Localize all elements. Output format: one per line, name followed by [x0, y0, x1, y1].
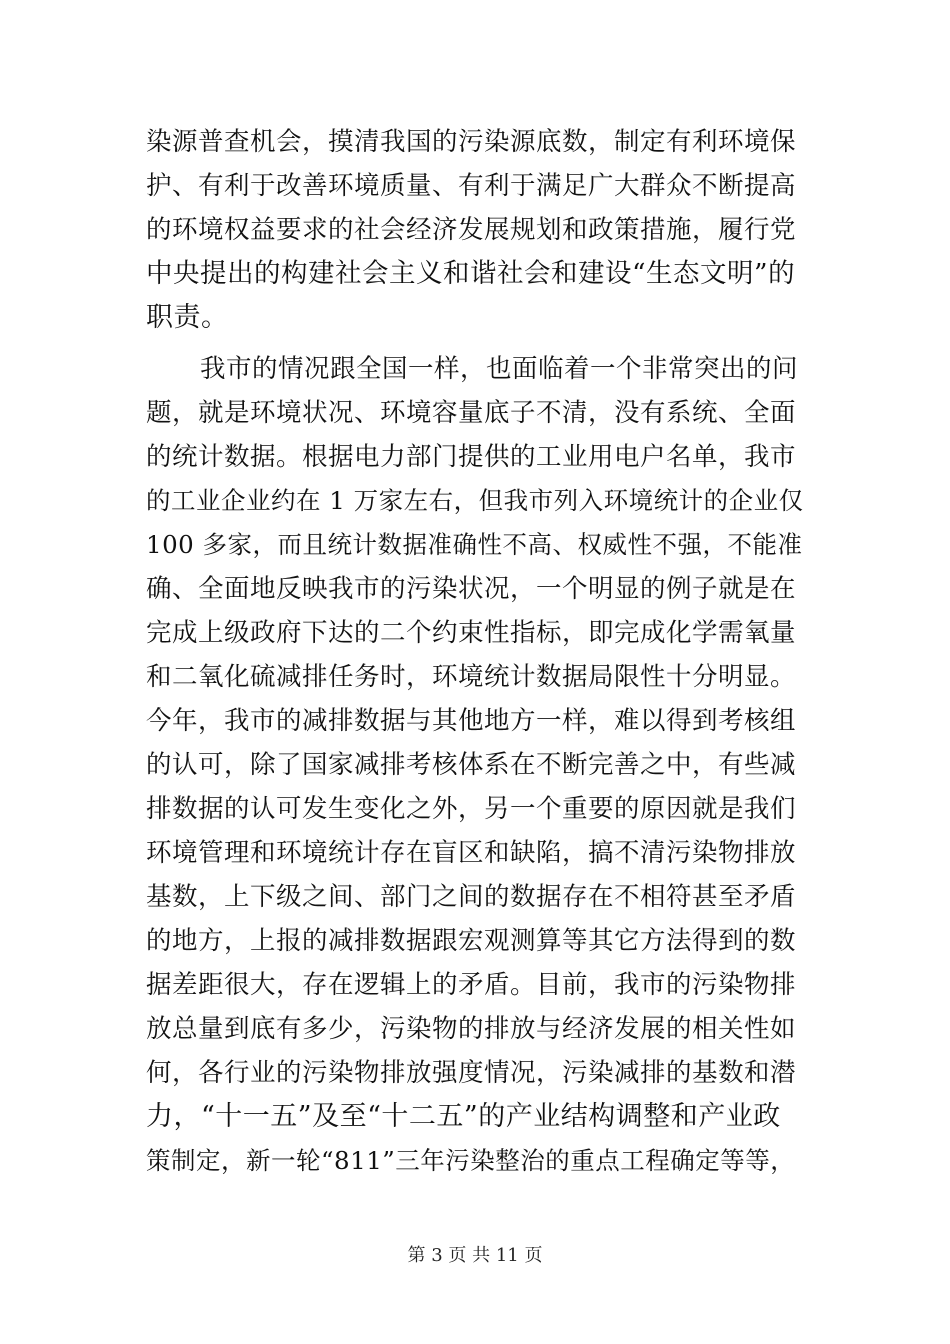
paragraph-first-line: 我市的情况跟全国一样，也面临着一个非常突出的问 — [200, 354, 799, 384]
text-line: 的认可，除了国家减排考核体系在不断完善之中，有些减 — [146, 750, 797, 780]
text-line: 完成上级政府下达的二个约束性指标，即完成化学需氧量 — [146, 618, 797, 648]
text-line: 的地方，上报的减排数据跟宏观测算等其它方法得到的数 — [146, 926, 797, 956]
text-line: 的工业企业约在 1 万家左右，但我市列入环境统计的企业仅 — [146, 486, 804, 515]
text-line: 基数，上下级之间、部门之间的数据存在不相符甚至矛盾 — [146, 882, 797, 912]
text-line: 确、全面地反映我市的污染状况，一个明显的例子就是在 — [146, 574, 797, 604]
page-number-footer: 第 3 页 共 11 页 — [407, 1245, 543, 1266]
text-line: 100 多家，而且统计数据准确性不高、权威性不强，不能准 — [146, 530, 803, 559]
text-line: 今年，我市的减排数据与其他地方一样，难以得到考核组 — [146, 706, 797, 736]
text-line: 染源普查机会，摸清我国的污染源底数，制定有利环境保 — [146, 127, 797, 157]
text-line: 中央提出的构建社会主义和谐社会和建设“生态文明”的 — [146, 258, 796, 289]
text-line: 的统计数据。根据电力部门提供的工业用电户名单，我市 — [146, 442, 797, 472]
text-line: 环境管理和环境统计存在盲区和缺陷，搞不清污染物排放 — [146, 838, 797, 868]
text-line: 职责。 — [146, 302, 229, 333]
text-line: 和二氧化硫减排任务时，环境统计数据局限性十分明显。 — [146, 662, 797, 692]
text-line: 护、有利于改善环境质量、有利于满足广大群众不断提高 — [146, 171, 797, 201]
text-line: 放总量到底有多少，污染物的排放与经济发展的相关性如 — [146, 1014, 797, 1044]
text-line: 排数据的认可发生变化之外，另一个重要的原因就是我们 — [146, 794, 797, 824]
text-line: 题，就是环境状况、环境容量底子不清，没有系统、全面 — [146, 398, 797, 428]
text-line: 据差距很大，存在逻辑上的矛盾。目前，我市的污染物排 — [146, 970, 797, 1000]
text-line: 何，各行业的污染物排放强度情况，污染减排的基数和潜 — [146, 1058, 797, 1088]
text-line: 的环境权益要求的社会经济发展规划和政策措施，履行党 — [146, 215, 797, 245]
text-line: 力，“十一五”及至“十二五”的产业结构调整和产业政 — [146, 1101, 781, 1132]
text-line: 策制定，新一轮“811”三年污染整治的重点工程确定等等， — [146, 1146, 796, 1175]
